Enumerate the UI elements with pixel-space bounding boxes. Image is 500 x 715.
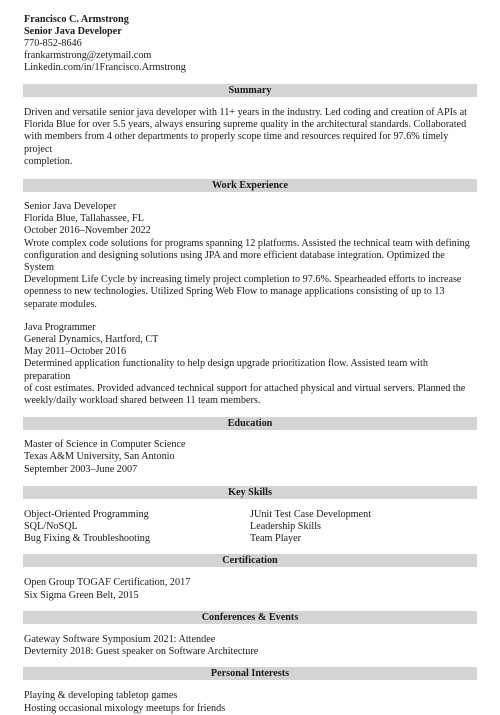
job-description-line: Development Life Cycle by increasing timely project completion to 97.6%. Spearheaded efforts to increase — [24, 274, 462, 286]
education-entry — [24, 439, 476, 476]
job-dates: October 2016–November 2022 — [24, 225, 151, 237]
skill-item: Object-Oriented Programming — [24, 508, 149, 520]
certification-item: Open Group TOGAF Certification, 2017 — [24, 577, 191, 589]
summary-line: Driven and versatile senior java developer with 11+ years in the industry. Led coding and creation of APIs at — [24, 107, 467, 118]
section-heading-summary: Summary — [23, 84, 477, 97]
section-heading-education: Education — [23, 417, 477, 430]
skills-list — [24, 509, 476, 546]
section-heading-skills: Key Skills — [23, 486, 477, 499]
summary-line: with members from 4 other departments to properly scope time and resources required for 97.6% timely project — [24, 131, 449, 155]
education-school: Texas A&M University, San Antonio — [24, 451, 175, 463]
job-description-line: openness to new technologies. Utilized Spring Web Flow to manage applications consisting of up to 13 — [24, 286, 445, 298]
job-description-line: configuration and designing solutions using JPA and more efficient database integration. Optimized the System — [24, 249, 445, 274]
job-company: Florida Blue, Tallahassee, FL — [24, 213, 144, 225]
conference-item: Devternity 2018: Guest speaker on Software Architecture — [24, 646, 259, 658]
skills-column-left — [24, 509, 250, 546]
candidate-name: Francisco C. Armstrong — [24, 14, 129, 25]
summary-line: completion. — [24, 155, 73, 167]
job-company: General Dynamics, Hartford, CT — [24, 334, 159, 346]
conference-item: Gateway Software Symposium 2021: Attendee — [24, 633, 216, 645]
job-dates: May 2011–October 2016 — [24, 346, 127, 358]
skill-item: JUnit Test Case Development — [250, 508, 372, 520]
interest-item: Hosting occasional mixology meetups for friends — [24, 702, 226, 714]
job-entry — [24, 201, 476, 311]
summary-line: Florida Blue for over 5.5 years, always ensuring supreme quality in the architectural standards. Collaborated — [24, 119, 467, 131]
section-heading-conferences: Conferences & Events — [23, 611, 477, 624]
job-description-line: weekly/daily workload shared between 11 team members. — [24, 395, 261, 407]
skill-item: Leadership Skills — [250, 521, 322, 533]
job-description-line: separate modules. — [24, 298, 97, 310]
conferences-list — [24, 634, 476, 658]
interests-list — [24, 690, 476, 714]
section-heading-experience: Work Experience — [23, 179, 477, 192]
job-role: Java Programmer — [24, 321, 96, 333]
job-description-line: of cost estimates. Provided advanced technical support for attached physical and virtual servers. Planned the — [24, 382, 466, 394]
section-heading-interests: Personal Interests — [23, 667, 477, 680]
skill-item: Team Player — [250, 533, 302, 545]
linkedin-url: Linkedin.com/in/1Francisco.Armstrong — [24, 62, 186, 73]
education-degree: Master of Science in Computer Science — [24, 439, 186, 451]
job-description-line: Wrote complex code solutions for programs spanning 12 platforms. Assisted the technical team with defining — [24, 237, 470, 249]
resume-header — [24, 14, 476, 74]
skill-item: SQL/NoSQL — [24, 521, 78, 533]
job-entry — [24, 322, 476, 407]
job-description-line: Determined application functionality to help design upgrade prioritization flow. Assisted team with preparation — [24, 358, 428, 382]
skill-item: Bug Fixing & Troubleshooting — [24, 533, 150, 545]
candidate-title: Senior Java Developer — [24, 26, 122, 37]
job-role: Senior Java Developer — [24, 201, 117, 213]
interest-item: Playing & developing tabletop games — [24, 690, 178, 702]
summary-text — [24, 107, 476, 168]
skills-column-right — [250, 509, 476, 546]
phone-number: 770-852-8646 — [24, 38, 82, 49]
education-dates: September 2003–June 2007 — [24, 463, 138, 475]
certification-list — [24, 577, 476, 601]
section-heading-certification: Certification — [23, 554, 477, 567]
certification-item: Six Sigma Green Belt, 2015 — [24, 589, 139, 601]
email-address: frankarmstrong@zetymail.com — [24, 50, 152, 61]
